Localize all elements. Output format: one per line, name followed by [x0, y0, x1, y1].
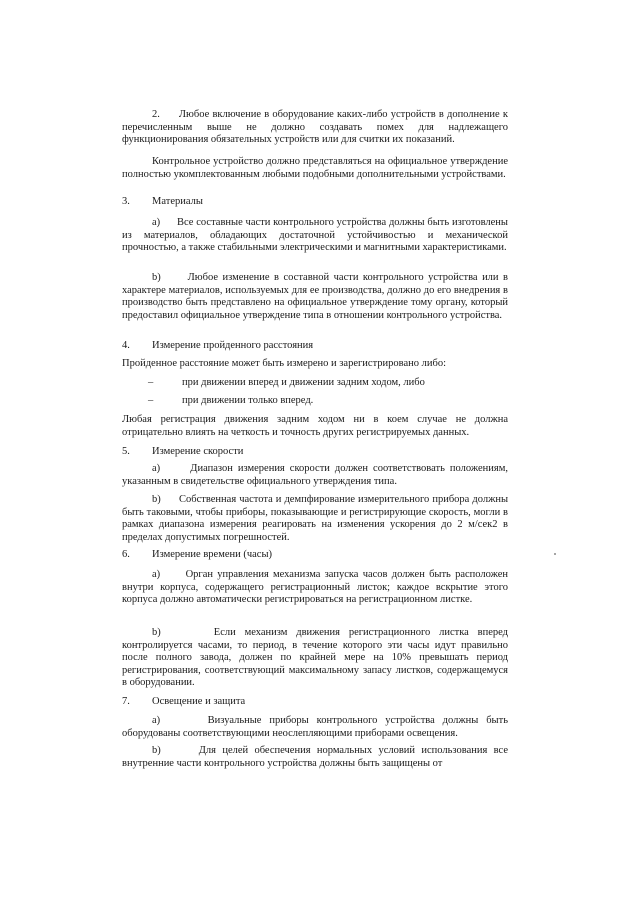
paragraph-6b: b) Если механизм движения регистрационного листка вперед контролируется часами, то период, в течение которого эти часы идут правильно после полного завода, должен по крайней мере на 10% превышать период регистрирования, соответствующий максимальному запасу листков, содержащемуся в оборудовании. [122, 627, 508, 689]
section-heading-7 [122, 696, 245, 709]
section-heading-4 [122, 340, 313, 353]
section-title: Измерение скорости [152, 446, 244, 457]
paragraph-7b: b) Для целей обеспечения нормальных условий использования все внутренние части контрольного устройства должны быть защищены от [122, 745, 508, 769]
paragraph-item-2: 2. Любое включение в оборудование каких-либо устройств в дополнение к перечисленным выше не должно создавать помех для надлежащего функционирования обязательных устройств или для считки их показаний. [122, 109, 508, 146]
paragraph-3a: a) Все составные части контрольного устройства должны быть изготовлены из материалов, обладающих достаточной устойчивостью и механической прочностью, а также стабильными электрическими и магнитными характеристиками. [122, 217, 508, 254]
dash-bullet: – [148, 377, 154, 388]
section-title: Измерение пройденного расстояния [152, 340, 314, 351]
paragraph-4-note: Любая регистрация движения задним ходом ни в коем случае не должна отрицательно влиять на четкость и точность других регистрируемых данных. [122, 414, 508, 438]
paragraph-5a: a) Диапазон измерения скорости должен соответствовать положениям, указанным в свидетельстве официального утверждения типа. [122, 463, 508, 487]
scan-speck [554, 553, 556, 555]
section-number: 4. [122, 340, 130, 351]
section-number: 3. [122, 196, 130, 207]
paragraph-6a: a) Орган управления механизма запуска часов должен быть расположен внутри корпуса, содержащего регистрационный листок; каждое вскрытие этого корпуса должно автоматически регистрироваться на регистрационном листке. [122, 569, 508, 606]
section-heading-3 [122, 196, 203, 209]
list-item [148, 395, 313, 408]
dash-bullet: – [148, 395, 154, 406]
section-number: 6. [122, 549, 130, 560]
section-title: Измерение времени (часы) [152, 549, 273, 560]
paragraph-7a: a) Визуальные приборы контрольного устройства должны быть оборудованы соответствующими неослепляющими приборами освещения. [122, 715, 508, 739]
paragraph-5b: b) Собственная частота и демпфирование измерительного прибора должны быть таковыми, чтобы приборы, показывающие и регистрирующие скорость, могли в рамках диапазона измерения реагировать на изменения ускорения до 2 м/сек2 в пределах допустимых погрешностей. [122, 494, 508, 543]
section-heading-5 [122, 446, 243, 459]
paragraph-4-intro: Пройденное расстояние может быть измерено и зарегистрировано либо: [122, 358, 447, 369]
section-title: Материалы [152, 196, 203, 207]
list-item-text: при движении вперед и движении задним ходом, либо [182, 377, 425, 388]
section-number: 5. [122, 446, 130, 457]
section-heading-6 [122, 549, 272, 562]
paragraph-3b: b) Любое изменение в составной части контрольного устройства или в характере материалов, используемых для ее производства, должно до его внедрения в производство быть представлено на официальное утверждение тому органу, который предоставил официальное утверждение типа в отношении контрольного устройства. [122, 272, 508, 321]
list-item-text: при движении только вперед. [182, 395, 314, 406]
list-item [148, 377, 425, 390]
paragraph-control-device-approval: Контрольное устройство должно представляться на официальное утверждение полностью укомплектованным любыми подобными дополнительными устройствами. [122, 156, 508, 180]
section-title: Освещение и защита [152, 696, 246, 707]
section-number: 7. [122, 696, 130, 707]
